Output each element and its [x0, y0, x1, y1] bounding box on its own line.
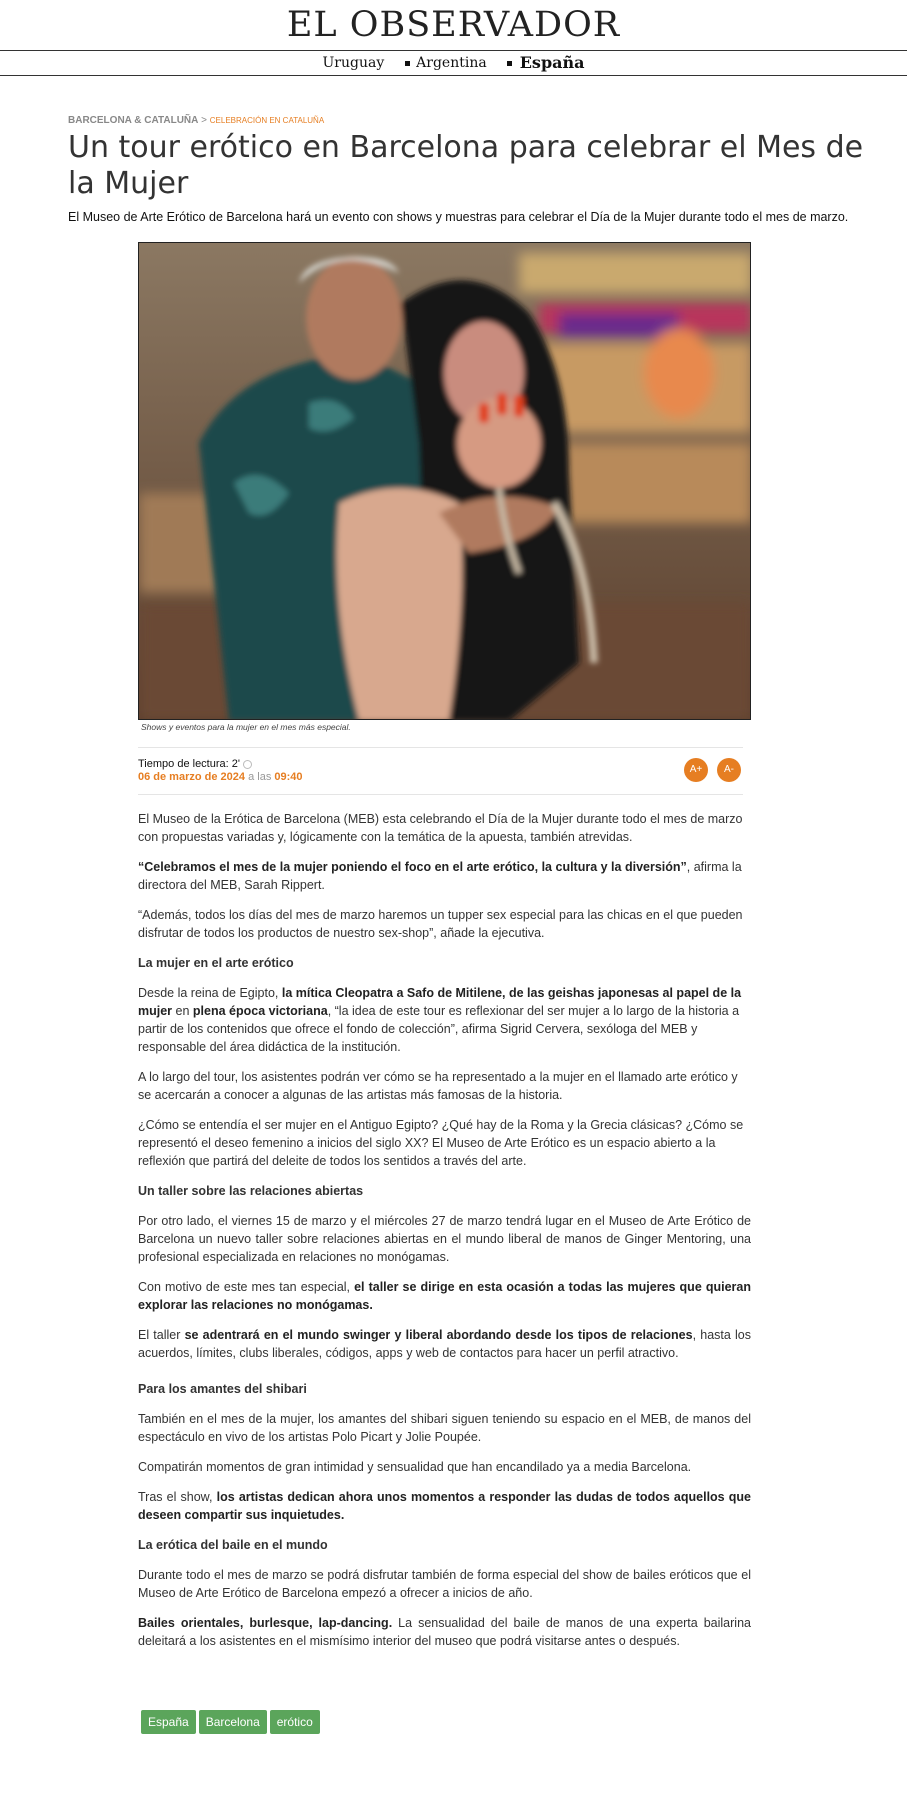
- meta-divider-top: [138, 747, 743, 748]
- paragraph: [138, 984, 751, 1056]
- country-label: Argentina: [416, 55, 487, 71]
- text: Desde la reina de Egipto,: [138, 986, 282, 1000]
- paragraph: “Además, todos los días del mes de marzo haremos un tupper sex especial para las chicas en el que pueden disfrutar de todos los productos de nuestro sex-shop”, añade la ejecutiva.: [138, 908, 743, 940]
- paragraph: [138, 858, 751, 894]
- article-title: Un tour erótico en Barcelona para celebrar el Mes de la Mujer: [68, 130, 864, 201]
- paragraph: El Museo de la Erótica de Barcelona (MEB) esta celebrando el Día de la Mujer durante todo el mes de marzo con propuestas variadas y, lógicamente con la temática de la apuesta, también atrevidas.: [138, 812, 743, 844]
- breadcrumb: [68, 115, 324, 126]
- tag-list: [141, 1710, 323, 1734]
- text: Tras el show,: [138, 1490, 217, 1504]
- country-nav: [0, 51, 907, 75]
- font-increase-button[interactable]: A+: [684, 758, 708, 782]
- bold-text: plena época victoriana: [192, 1004, 328, 1018]
- breadcrumb-separator: >: [198, 115, 210, 126]
- photo-illustration: [139, 243, 751, 720]
- paragraph: [138, 1326, 751, 1362]
- paragraph: ¿Cómo se entendía el ser mujer en el Antiguo Egipto? ¿Qué hay de la Roma y la Grecia clásicas? ¿Cómo se representó el deseo femenino a inicios del siglo XX? El Museo de Arte Erótico es un espacio abierto a la reflexión que partirá del deleite de todos los sentidos a través del arte.: [138, 1118, 744, 1168]
- section-heading: La erótica del baile en el mundo: [138, 1538, 328, 1552]
- font-decrease-button[interactable]: A-: [717, 758, 741, 782]
- bullet-icon: [507, 61, 512, 66]
- reading-time: [138, 758, 252, 770]
- publish-date-value: 06 de marzo de 2024: [138, 771, 246, 783]
- country-link-uruguay[interactable]: Uruguay: [322, 55, 385, 71]
- bold-text: los artistas dedican ahora unos momentos a responder las dudas de todos aquellos que deseen compartir sus inquietudes.: [138, 1490, 751, 1522]
- country-label: España: [519, 53, 585, 72]
- bold-text: Bailes orientales, burlesque, lap-dancing.: [138, 1616, 393, 1630]
- text: El taller: [138, 1328, 185, 1342]
- breadcrumb-section[interactable]: BARCELONA & CATALUÑA: [68, 115, 199, 126]
- quote-bold: “Celebramos el mes de la mujer poniendo el foco en el arte erótico, la cultura y la diversión”: [138, 860, 687, 874]
- paragraph: [138, 1488, 751, 1524]
- text: , “la idea de este tour es reflexionar del ser mujer a lo largo de la historia a partir de los contenidos que ofrece el fondo de colección”, afirma Sigrid Cervera, sexóloga del MEB y responsable del área didáctica de la institución.: [138, 1004, 740, 1054]
- country-link-argentina[interactable]: [405, 51, 487, 75]
- paragraph: A lo largo del tour, los asistentes podrán ver cómo se ha representado a la mujer en el llamado arte erótico y se acercarán a conocer a algunas de las artistas más famosas de la historia.: [138, 1070, 738, 1102]
- reading-time-label: Tiempo de lectura: 2': [138, 758, 240, 770]
- section-heading: Para los amantes del shibari: [138, 1382, 307, 1396]
- bold-text: la mítica Cleopatra a Safo de Mitilene, de las geishas japonesas al papel de la mujer: [138, 986, 742, 1018]
- paragraph: También en el mes de la mujer, los amantes del shibari siguen teniendo su espacio en el MEB, de manos del espectáculo en vivo de los artistas Polo Picart y Jolie Poupée.: [138, 1412, 751, 1444]
- bold-text: se adentrará en el mundo swinger y liberal abordando desde los tipos de relaciones: [184, 1328, 693, 1342]
- publish-date: [138, 771, 303, 783]
- paragraph: Durante todo el mes de marzo se podrá disfrutar también de forma especial del show de bailes eróticos que el Museo de Arte Erótico de Barcelona empezó a ofrecer a inicios de año.: [138, 1568, 751, 1600]
- clock-icon: [243, 760, 252, 769]
- paragraph: Compatirán momentos de gran intimidad y sensualidad que han encandilado ya a media Barcelona.: [138, 1460, 692, 1474]
- bullet-icon: [405, 61, 410, 66]
- site-logo[interactable]: EL OBSERVADOR: [286, 5, 621, 45]
- article-body: [138, 810, 751, 1662]
- country-link-espana[interactable]: [507, 51, 584, 75]
- publish-time-value: 09:40: [274, 771, 303, 783]
- text: La sensualidad del baile de manos de una experta bailarina deleitará a los asistentes en el mismísimo interior del museo que podrá visitarse antes o después.: [138, 1616, 751, 1648]
- text: , afirma la directora del MEB, Sarah Rippert.: [138, 860, 742, 892]
- bold-text: el taller se dirige en esta ocasión a todas las mujeres que quieran explorar las relaciones no monógamas.: [138, 1280, 751, 1312]
- paragraph: Por otro lado, el viernes 15 de marzo y el miércoles 27 de marzo tendrá lugar en el Museo de Arte Erótico de Barcelona un nuevo taller sobre relaciones abiertas en el mundo liberal de manos de Ginger Mentoring, una profesional especializada en relaciones no monógamas.: [138, 1214, 751, 1264]
- paragraph: [138, 1278, 751, 1314]
- section-heading: Un taller sobre las relaciones abiertas: [138, 1184, 364, 1198]
- section-heading: La mujer en el arte erótico: [138, 956, 294, 970]
- tag-erotico[interactable]: erótico: [270, 1710, 320, 1734]
- photo-caption: Shows y eventos para la mujer en el mes más especial.: [141, 722, 351, 732]
- text: en: [172, 1004, 193, 1018]
- text: , hasta los acuerdos, límites, clubs liberales, códigos, apps y web de contactos para hacer un perfil atractivo.: [138, 1328, 751, 1360]
- breadcrumb-subsection[interactable]: CELEBRACIÓN EN CATALUÑA: [209, 116, 325, 125]
- paragraph: [138, 1614, 751, 1650]
- publish-date-sep: a las: [248, 771, 272, 783]
- masthead-rule-bottom: [0, 75, 907, 76]
- tag-espana[interactable]: España: [141, 1710, 196, 1734]
- text: Con motivo de este mes tan especial,: [138, 1280, 355, 1294]
- meta-divider-bottom: [138, 794, 743, 795]
- masthead: [0, 0, 907, 50]
- article-lead: El Museo de Arte Erótico de Barcelona hará un evento con shows y muestras para celebrar el Día de la Mujer durante todo el mes de marzo.: [68, 210, 849, 224]
- article-photo: [138, 242, 751, 720]
- tag-barcelona[interactable]: Barcelona: [199, 1710, 267, 1734]
